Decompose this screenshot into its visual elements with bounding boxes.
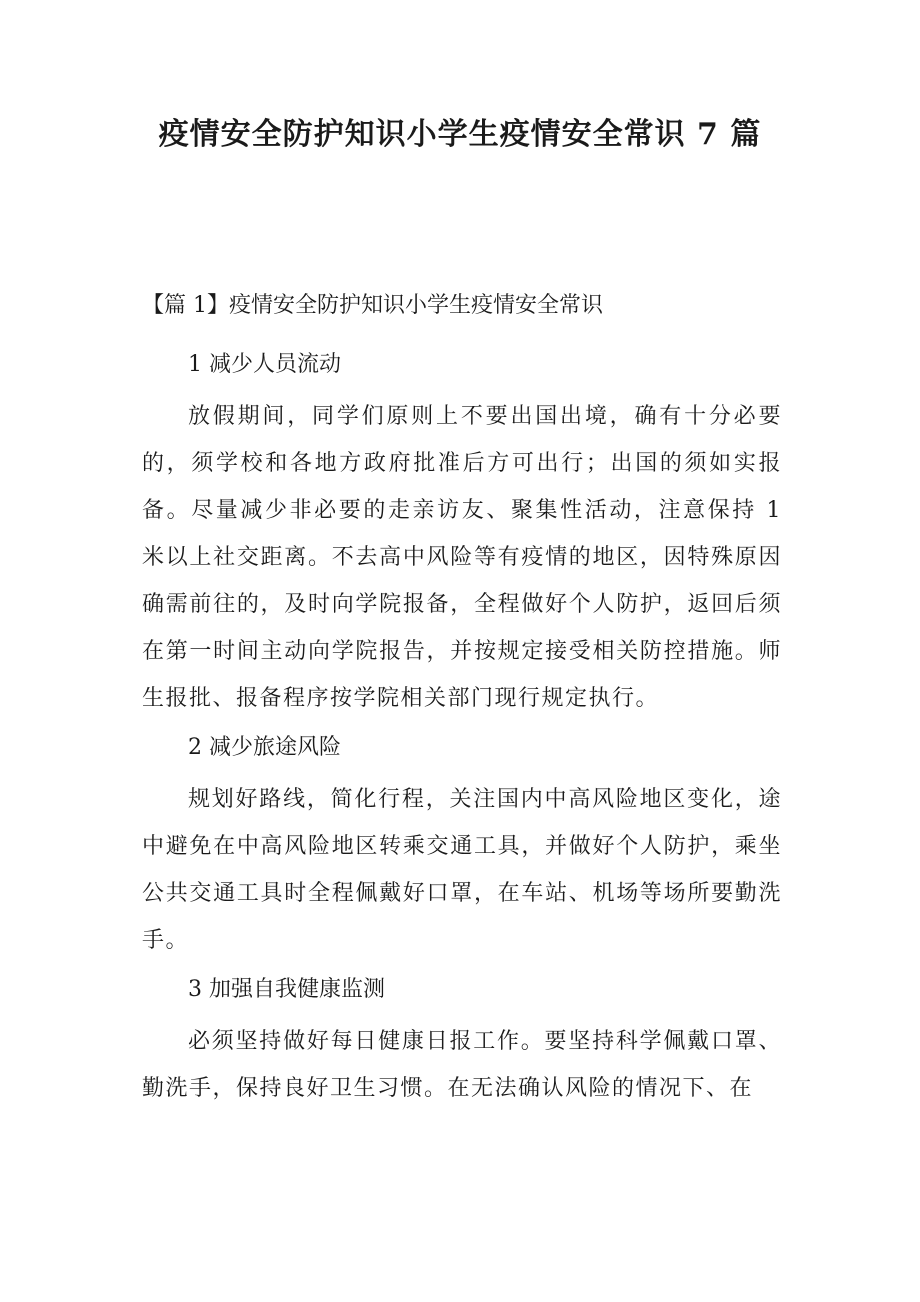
section-paragraph: 放假期间，同学们原则上不要出国出境，确有十分必要的，须学校和各地方政府批准后方可出行；出国的须如实报备。尽量减少非必要的走亲访友、聚集性活动，注意保持 1 米以上社交距离。不去高中风险等有疫情的地区，因特殊原因确需前往的，及时向学院报备，全程做好个人防护，返回后须在第一时间主动向学院报告，并按规定接受相关防控措施。师生报批、报备程序按学院相关部门现行规定执行。 bbox=[142, 404, 782, 711]
document-body bbox=[142, 345, 782, 1118]
section-heading: 2 减少旅途风险 bbox=[188, 735, 341, 760]
section-heading: 3 加强自我健康监测 bbox=[188, 977, 385, 1002]
article-heading: 【篇 1】疫情安全防护知识小学生疫情安全常识 bbox=[142, 293, 603, 318]
section-paragraph: 规划好路线，简化行程，关注国内中高风险地区变化，途中避免在中高风险地区转乘交通工具，并做好个人防护，乘坐公共交通工具时全程佩戴好口罩，在车站、机场等场所要勤洗手。 bbox=[142, 787, 782, 953]
section-heading: 1 减少人员流动 bbox=[188, 352, 341, 377]
document-title: 疫情安全防护知识小学生疫情安全常识 7 篇 bbox=[158, 117, 762, 152]
section-paragraph: 必须坚持做好每日健康日报工作。要坚持科学佩戴口罩、勤洗手，保持良好卫生习惯。在无法确认风险的情况下、在 bbox=[142, 1029, 782, 1101]
